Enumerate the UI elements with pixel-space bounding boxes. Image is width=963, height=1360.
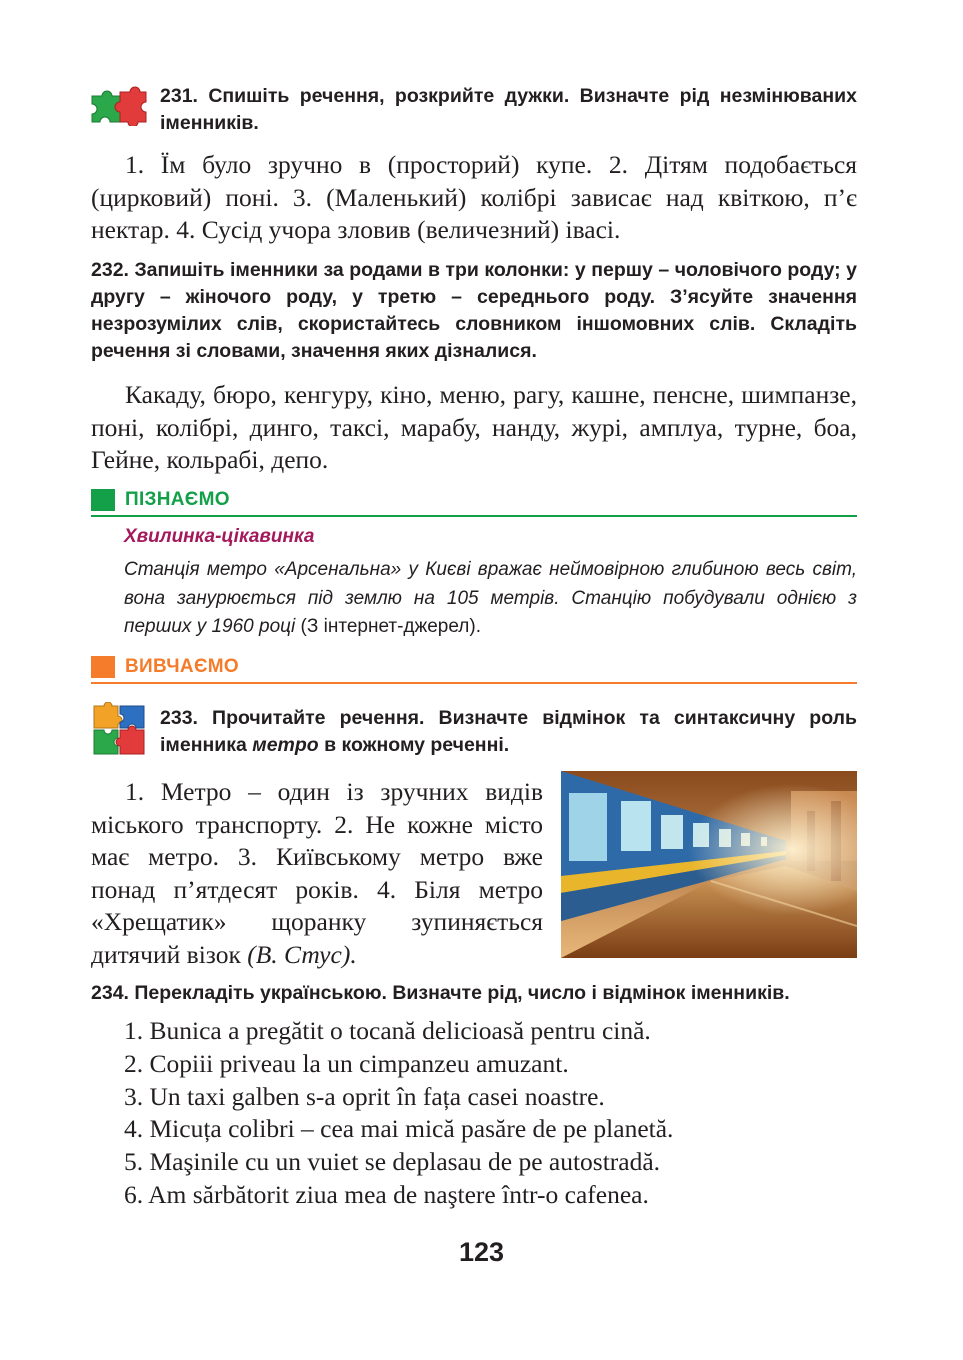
metro-station-photo (561, 771, 857, 958)
task-233-sentences (91, 776, 543, 971)
fact-source: (З інтернет-джерел). (300, 616, 481, 637)
task-233-heading-part1: 233. Прочитайте речення. Визначте відмінок та синтаксичну роль іменника (160, 707, 857, 756)
fact-text (124, 556, 857, 642)
fact-title: Хвилинка-цікавинка (124, 526, 315, 547)
task-233-body: 1. Метро – один із зручних видів міського транспорту. 2. Не кожне місто має метро. 3. Київському метро вже понад п’ятдесят років. 4. Біля метро «Хрещатик» щоранку зупиняється дитячий візок (91, 777, 543, 969)
list-item: 1. Bunica a pregătit o tocană delicioasă pentru cină. (124, 1016, 651, 1045)
section-learn-label: ПІЗНАЄМО (125, 489, 230, 510)
task-233-text (91, 776, 543, 971)
task-232-heading: 232. Запишіть іменники за родами в три колонки: у першу – чоловічого роду; у другу – жіночого роду, у третю – середнього роду. З’ясуйте значення незрозумілих слів, скористайтесь словником іншомовних слів. Складіть речення зі словами, значення яких дізналися. (91, 259, 857, 362)
section-study-rule (91, 682, 857, 684)
list-item: 6. Am sărbătorit ziua mea de naştere într-o cafenea. (124, 1179, 649, 1209)
task-232-text (91, 379, 857, 477)
task-231-text (91, 149, 857, 247)
task-234-heading: 234. Перекладіть українською. Визначте рід, число і відмінок іменників. (91, 982, 790, 1004)
task-234-sentence-list (124, 1015, 673, 1212)
page-number: 123 (458, 1237, 505, 1267)
task-231-sentences: 1. Їм було зручно в (просторий) купе. 2. Дітям подобається (цирковий) поні. 3. (Маленький) колібрі зависає над квіткою, п’є нектар. 4. Сусід учора зловив (величезний) івасі. (91, 150, 857, 244)
list-item: 4. Micuța colibri – cea mai mică pasăre de pe planetă. (124, 1114, 674, 1144)
task-233-heading-emphasis: метро (252, 734, 319, 756)
section-study-marker (91, 656, 115, 678)
task-232-word-list: Какаду, бюро, кенгуру, кіно, меню, рагу, кашне, пенсне, шимпанзе, поні, колібрі, динго, таксі, марабу, нанду, журі, амплуа, турне, боа, Гейне, кольрабі, депо. (91, 380, 857, 474)
section-learn-rule (91, 515, 857, 517)
section-learn (91, 487, 857, 517)
puzzle-icon (90, 702, 148, 763)
list-item: 5. Maşinile cu un vuiet se deplasau de pe autostradă. (124, 1147, 661, 1177)
puzzle-icon (90, 86, 148, 131)
list-item: 2. Copiii priveau la un cimpanzeu amuzant. (124, 1048, 569, 1078)
section-learn-marker (91, 489, 115, 511)
task-233-author: (В. Стус). (247, 939, 357, 969)
task-231-heading: 231. Спишіть речення, розкрийте дужки. Визначте рід незмінюваних іменників. (160, 85, 857, 134)
section-study-label: ВИВЧАЄМО (125, 656, 239, 677)
task-233-heading-part2: в кожному реченні. (318, 734, 510, 756)
list-item: 3. Un taxi galben s-a oprit în fața casei noastre. (124, 1081, 605, 1111)
task-233-heading (160, 705, 857, 759)
section-study (91, 654, 857, 684)
fact-body: Станція метро «Арсенальна» у Києві вражає неймовірною глибиною весь світ, вона занурюється під землю на 105 метрів. Станцію побудували однією з перших у 1960 році (124, 559, 857, 637)
